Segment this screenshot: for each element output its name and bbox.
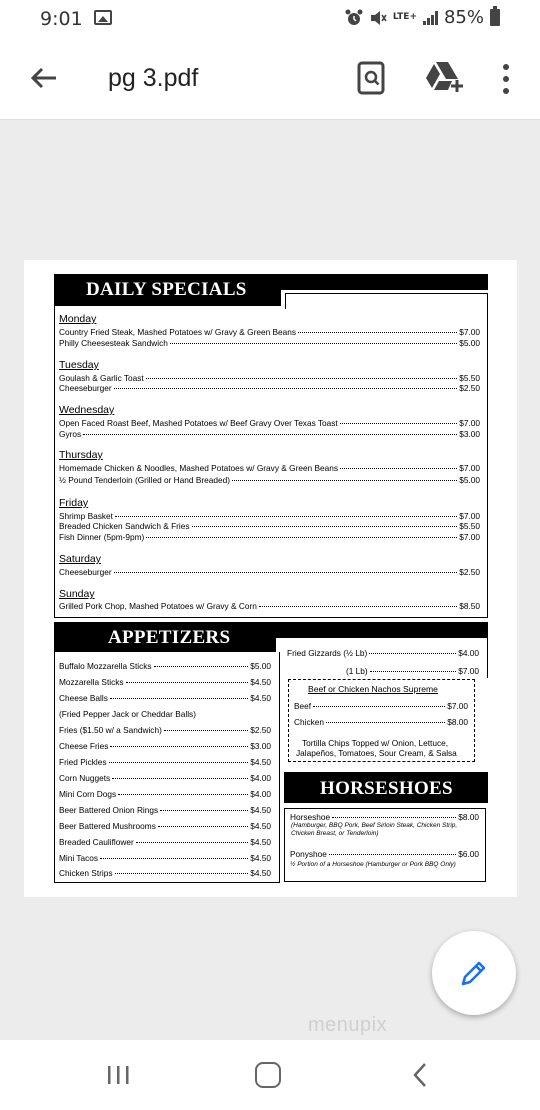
gizzards-item: (1 Lb) $7.00 bbox=[346, 666, 479, 676]
nachos-description: Jalapeños, Tomatoes, Sour Cream, & Salsa bbox=[296, 748, 457, 758]
special-item: Shrimp Basket $7.00 bbox=[59, 511, 480, 521]
appetizer-item: Cheese Fries $3.00 bbox=[59, 741, 271, 751]
system-nav-bar bbox=[0, 1040, 540, 1110]
nav-back-icon[interactable] bbox=[410, 1062, 430, 1088]
special-item: ½ Pound Tenderloin (Grilled or Hand Breaded) $5.00 bbox=[59, 475, 480, 485]
ponyshoe-item: Ponyshoe $6.00 bbox=[290, 849, 479, 859]
app-bar bbox=[0, 38, 540, 120]
special-item: Breaded Chicken Sandwich & Fries $5.50 bbox=[59, 521, 480, 531]
pencil-icon bbox=[459, 958, 489, 988]
special-item: Homemade Chicken & Noodles, Mashed Potatoes w/ Gravy & Green Beans $7.00 bbox=[59, 463, 480, 473]
day-label: Saturday bbox=[59, 553, 102, 565]
appetizer-item: Fried Pickles $4.50 bbox=[59, 757, 271, 767]
appetizer-item: Chicken Strips $4.50 bbox=[59, 868, 271, 878]
special-item: Cheeseburger $2.50 bbox=[59, 567, 480, 577]
status-right bbox=[345, 7, 500, 28]
nachos-item: Chicken $8.00 bbox=[294, 717, 468, 727]
image-notification-icon bbox=[94, 10, 112, 25]
alarm-icon bbox=[345, 9, 363, 27]
gizzards-item: Fried Gizzards (½ Lb) $4.00 bbox=[287, 648, 479, 658]
appetizer-item: Mozzarella Sticks $4.50 bbox=[59, 677, 271, 687]
document-title: pg 3.pdf bbox=[108, 64, 199, 92]
special-item: Fish Dinner (5pm-9pm) $7.00 bbox=[59, 532, 480, 542]
battery-icon bbox=[490, 9, 500, 26]
signal-icon bbox=[423, 11, 438, 25]
appetizer-item: Breaded Cauliflower $4.50 bbox=[59, 837, 271, 847]
day-label: Thursday bbox=[59, 449, 103, 461]
add-to-drive-icon[interactable] bbox=[424, 60, 464, 94]
status-time: 9:01 bbox=[40, 8, 83, 30]
nachos-item: Beef $7.00 bbox=[294, 701, 468, 711]
nachos-title: Beef or Chicken Nachos Supreme bbox=[308, 684, 438, 694]
special-item: Grilled Pork Chop, Mashed Potatoes w/ Gravy & Corn $8.50 bbox=[59, 601, 480, 611]
recent-apps-icon[interactable] bbox=[106, 1064, 130, 1086]
nachos-description: Tortilla Chips Topped w/ Onion, Lettuce, bbox=[302, 738, 449, 748]
battery-percent: 85% bbox=[443, 7, 484, 28]
horseshoe-note: (Hamburger, BBQ Pork, Beef Sirloin Steak, Chicken Strip, bbox=[291, 822, 458, 829]
day-label: Wednesday bbox=[59, 404, 115, 416]
status-bar bbox=[0, 0, 540, 38]
horseshoe-note: Chicken Breast, or Tenderloin) bbox=[291, 830, 379, 837]
day-label: Tuesday bbox=[59, 359, 99, 371]
appetizer-item: Buffalo Mozzarella Sticks $5.00 bbox=[59, 661, 271, 671]
appetizer-item: Fries ($1.50 w/ a Sandwich) $2.50 bbox=[59, 725, 271, 735]
search-in-document-icon[interactable] bbox=[356, 60, 386, 96]
appetizer-item: Beer Battered Onion Rings $4.50 bbox=[59, 805, 271, 815]
appetizer-item: Cheese Balls $4.50 bbox=[59, 693, 271, 703]
horseshoe-item: Horseshoe $8.00 bbox=[290, 812, 479, 822]
edit-button[interactable] bbox=[432, 931, 516, 1015]
day-label: Friday bbox=[59, 497, 89, 509]
appetizer-note: (Fried Pepper Jack or Cheddar Balls) bbox=[59, 709, 196, 719]
appetizer-item: Beer Battered Mushrooms $4.50 bbox=[59, 821, 271, 831]
home-icon[interactable] bbox=[255, 1062, 281, 1088]
mute-icon bbox=[369, 9, 387, 27]
ponyshoe-note: ½ Portion of a Horseshoe (Hamburger or Pork BBQ Only) bbox=[290, 861, 456, 868]
special-item: Gyros $3.00 bbox=[59, 429, 480, 439]
special-item: Goulash & Garlic Toast $5.50 bbox=[59, 373, 480, 383]
back-arrow-icon[interactable] bbox=[28, 62, 60, 94]
more-options-icon[interactable] bbox=[496, 62, 516, 96]
special-item: Cheeseburger $2.50 bbox=[59, 383, 480, 393]
network-type: LTE+ bbox=[392, 12, 417, 22]
watermark: menupix bbox=[308, 1014, 388, 1036]
appetizer-item: Corn Nuggets $4.00 bbox=[59, 773, 271, 783]
special-item: Open Faced Roast Beef, Mashed Potatoes w/ Beef Gravy Over Texas Toast $7.00 bbox=[59, 418, 480, 428]
appetizer-item: Mini Corn Dogs $4.00 bbox=[59, 789, 271, 799]
appetizers-title: APPETIZERS bbox=[108, 627, 231, 648]
special-item: Philly Cheesesteak Sandwich $5.00 bbox=[59, 338, 480, 348]
daily-specials-title: DAILY SPECIALS bbox=[86, 279, 247, 300]
day-label: Monday bbox=[59, 313, 97, 325]
horseshoes-title: HORSESHOES bbox=[320, 778, 453, 799]
pdf-page bbox=[24, 260, 517, 897]
appetizer-item: Mini Tacos $4.50 bbox=[59, 853, 271, 863]
day-label: Sunday bbox=[59, 588, 95, 600]
special-item: Country Fried Steak, Mashed Potatoes w/ Gravy & Green Beans $7.00 bbox=[59, 327, 480, 337]
